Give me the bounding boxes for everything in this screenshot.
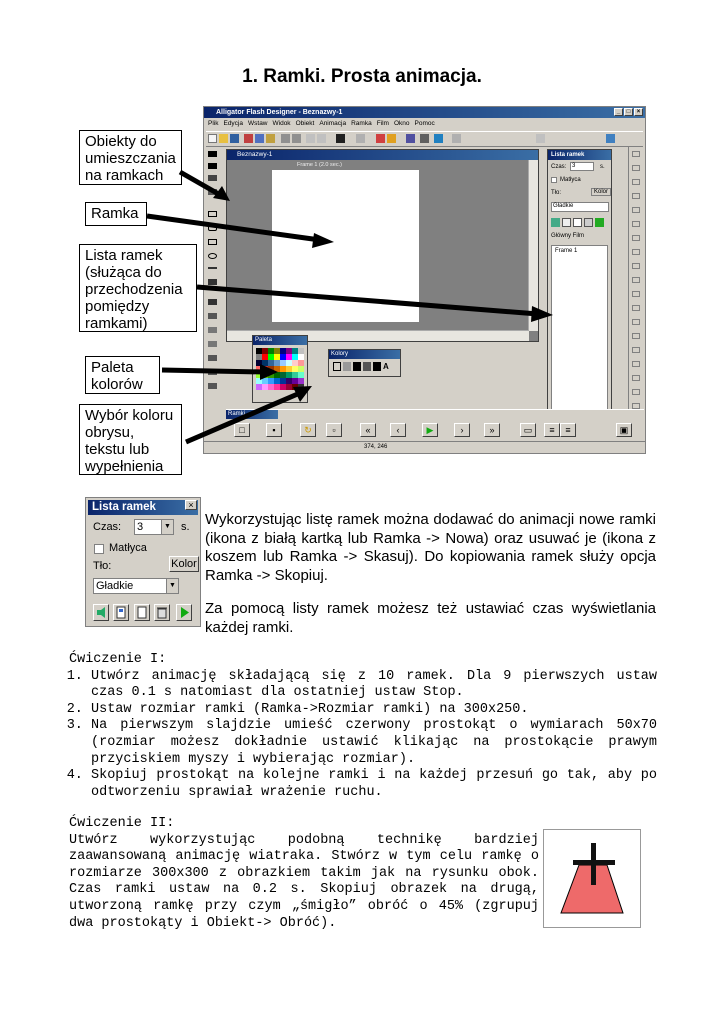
previous-frame-icon[interactable]: ‹ [390, 423, 406, 437]
menu-pomoc[interactable]: Pomoc [414, 120, 435, 127]
menu-plik[interactable]: Plik [208, 120, 219, 127]
exercise-1 [69, 652, 657, 801]
lr-matlyca-checkbox[interactable] [94, 544, 104, 554]
czas-label: Czas: [551, 164, 567, 170]
sound-button[interactable] [93, 604, 109, 621]
last-frame-icon[interactable]: » [484, 423, 500, 437]
page-title: 1. Ramki. Prosta animacja. [242, 66, 482, 87]
document-titlebar: Beznazwy-1 [227, 150, 538, 160]
close-icon[interactable]: × [185, 500, 197, 510]
exercise-1-item: 1. Utwórz animację składającą się z 10 ramek. Dla 9 pierwszych ustaw czas 0.1 s natomiast dla ostatniej ustaw Stop. [91, 669, 657, 702]
trash-icon [155, 605, 169, 620]
menu-obiekt[interactable]: Obiekt [295, 120, 315, 127]
callout-frame: Ramka [85, 202, 147, 226]
frame-properties-button[interactable] [113, 604, 129, 621]
exercise-1-heading: Ćwiczenie I: [69, 652, 167, 667]
arrow-frame [147, 216, 320, 240]
lr-fill-select[interactable] [93, 578, 179, 594]
frame-list-item[interactable]: Frame 1 [555, 248, 578, 254]
exercise-1-item: 3. Na pierwszym slajdzie umieść czerwony prostokąt o wymiarach 50x70 (rozmiar możesz dokładnie ustawić klikając na prostokącie prawym przyciskiem myszy i wybierając rozmiar). [91, 718, 657, 768]
menu-widok[interactable]: Widok [272, 120, 291, 127]
status-coords: 374, 246 [364, 444, 388, 450]
frame-caption: Frame 1 (2.0 sec.) [297, 162, 342, 168]
description-paragraph-1: Wykorzystując listę ramek można dodawać do animacji nowe ramki (ikona z białą kartką lub Ramka -> Nowa) oraz usuwać je (ikona z koszem lub Ramka -> Skasuj). Do kopiowania ramek służy opcja Ramka -> Skopiuj. [205, 511, 656, 584]
exercise-2 [69, 816, 539, 932]
chevron-down-icon[interactable]: ▼ [166, 579, 178, 593]
chevron-down-icon[interactable]: ▼ [161, 520, 173, 534]
play-frames-button[interactable] [176, 604, 192, 621]
app-title: Alligator Flash Designer - Beznazwy-1 [216, 109, 343, 116]
exercise-2-heading: Ćwiczenie II: [69, 816, 175, 831]
copy-frame-icon[interactable]: ▫ [326, 423, 342, 437]
windmill-figure [543, 829, 641, 928]
exercise-2-text: Utwórz wykorzystując podobną technikę bardziej zaawansowaną animację wiatraka. Stwórz w tym celu ramkę o rozmiarze 300x300 z obrazkiem takim jak na rysunku obok. Czas ramki ustaw na 0.2 s. Skopiuj obrazek na drugą, utworzoną ramkę przy czym „śmigło” obróć o 45% (zgrupuj dwa prostokąty i Obiekt-> Obróć). [69, 832, 539, 931]
lr-czas-select[interactable] [134, 519, 174, 535]
play-button-icon[interactable]: ▶ [422, 423, 438, 437]
windmill-blade-horizontal [573, 860, 615, 865]
menu-film[interactable]: Film [376, 120, 389, 127]
frame-options-icon[interactable]: ▪ [266, 423, 282, 437]
minimize-icon[interactable]: _ [614, 108, 623, 116]
arrow-palette [162, 370, 264, 372]
next-frame-icon[interactable]: › [454, 423, 470, 437]
properties-icon [114, 605, 128, 620]
czas-unit: s. [600, 164, 605, 170]
description-paragraph-2: Za pomocą listy ramek możesz też ustawiać czas wyświetlania każdej ramki. [205, 600, 656, 636]
arrow-color-choice [186, 393, 300, 442]
callout-objects: Obiekty do umieszczania na ramkach [79, 130, 182, 185]
colors-title: Kolory [329, 350, 400, 359]
arrowhead-frame-list [531, 306, 553, 322]
sound-icon [94, 605, 108, 620]
frame-tool-icon[interactable]: ▣ [616, 423, 632, 437]
lr-tlo-label: Tło: [93, 560, 112, 572]
frame-list-enlarged [85, 497, 201, 627]
new-frame-button-icon[interactable]: □ [234, 423, 250, 437]
frames-bar-title: Ramki [226, 410, 278, 419]
arrow-objects [180, 172, 222, 196]
first-frame-icon[interactable]: « [360, 423, 376, 437]
frame-grid-icon[interactable]: ≡ [560, 423, 576, 437]
kolor-button[interactable]: Kolor [591, 188, 611, 196]
arrowhead-frame [312, 233, 334, 248]
menu-animacja[interactable]: Animacja [319, 120, 347, 127]
callout-color-choice: Wybór koloru obrysu, tekstu lub wypełnienia [79, 404, 182, 475]
font-color-icon[interactable]: A [383, 362, 389, 371]
maximize-icon[interactable]: □ [624, 108, 633, 116]
menu-okno[interactable]: Okno [393, 120, 410, 127]
lr-kolor-button[interactable]: Kolor [169, 556, 199, 572]
delete-frame-button[interactable] [154, 604, 170, 621]
czas-select[interactable]: 3 [570, 162, 594, 171]
callout-palette: Paleta kolorów [85, 356, 160, 394]
new-page-icon [135, 605, 149, 620]
frame-save-icon[interactable]: ▭ [520, 423, 536, 437]
new-frame-button[interactable] [134, 604, 150, 621]
frame-list-enlarged-title [88, 500, 198, 515]
lr-czas-value: 3 [137, 521, 144, 533]
main-movie-label: Główny Film [551, 233, 585, 239]
loop-icon[interactable]: ↻ [300, 423, 316, 437]
exercise-1-list [69, 669, 657, 802]
frame-list-title: Lista ramek [548, 150, 611, 160]
lr-matlyca-label: Matłyca [109, 542, 147, 554]
lr-fill-value: Gładkie [96, 580, 134, 592]
matlyca-label: Matłyca [560, 177, 581, 183]
menu-edycja[interactable]: Edycja [223, 120, 243, 127]
menu-wstaw[interactable]: Wstaw [248, 120, 268, 127]
play-icon [177, 605, 191, 620]
frame-list-enlarged-title-text: Lista ramek [92, 501, 156, 513]
fill-select[interactable]: Gładkie [551, 202, 609, 212]
close-icon[interactable]: × [634, 108, 643, 116]
arrow-frame-list [197, 287, 538, 314]
frame-list-icon[interactable]: ≡ [544, 423, 560, 437]
exercise-1-item: 2. Ustaw rozmiar ramki (Ramka->Rozmiar ramki) na 300x250. [91, 702, 657, 719]
callout-frame-list: Lista ramek (służąca do przechodzenia pomiędzy ramkami) [79, 244, 197, 332]
arrowhead-palette [260, 364, 278, 380]
lr-czas-unit: s. [181, 521, 190, 533]
palette-title: Paleta [253, 336, 307, 345]
exercise-1-item: 4. Skopiuj prostokąt na kolejne ramki i na każdej przesuń go tak, aby po odtworzeniu sprawiał wrażenie ruchu. [91, 768, 657, 801]
tlo-label: Tło: [551, 190, 562, 196]
menu-ramka[interactable]: Ramka [351, 120, 372, 127]
lr-czas-label: Czas: [93, 521, 122, 533]
